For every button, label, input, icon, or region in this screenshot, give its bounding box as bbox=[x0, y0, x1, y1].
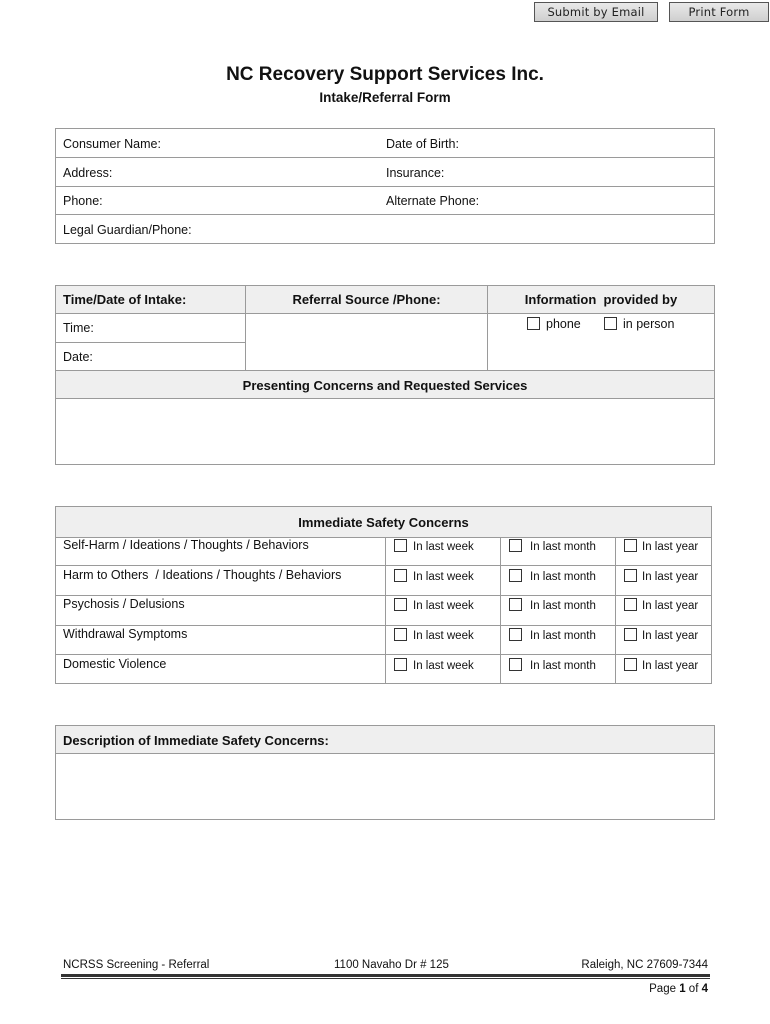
description-header: Description of Immediate Safety Concerns: bbox=[63, 733, 329, 748]
guardian-label: Legal Guardian/Phone: bbox=[63, 223, 192, 237]
row1-last-year-checkbox[interactable] bbox=[624, 539, 637, 552]
row3-last-month-checkbox[interactable] bbox=[509, 598, 522, 611]
dob-label: Date of Birth: bbox=[386, 137, 459, 151]
description-field[interactable] bbox=[58, 756, 712, 817]
footer-city-text: Raleigh, NC 27609-7344 bbox=[581, 959, 708, 971]
option-label: In last week bbox=[413, 571, 474, 583]
option-label: In last week bbox=[413, 660, 474, 672]
option-label: In last week bbox=[413, 630, 474, 642]
time-field[interactable] bbox=[100, 316, 242, 340]
dob-field[interactable] bbox=[470, 131, 710, 155]
row5-last-year-checkbox[interactable] bbox=[624, 658, 637, 671]
guardian-field[interactable] bbox=[200, 217, 710, 241]
option-label: In last year bbox=[642, 600, 699, 612]
row4-last-week-checkbox[interactable] bbox=[394, 628, 407, 641]
safety-row-label: Withdrawal Symptoms bbox=[63, 627, 188, 641]
presenting-concerns-header: Presenting Concerns and Requested Services bbox=[242, 378, 528, 393]
time-date-intake-header: Time/Date of Intake: bbox=[63, 292, 187, 307]
safety-concerns-header: Immediate Safety Concerns bbox=[298, 515, 469, 530]
option-label: In last month bbox=[530, 541, 596, 553]
print-form-button[interactable]: Print Form bbox=[669, 2, 769, 22]
in-person-option-label: in person bbox=[623, 317, 675, 331]
org-title: NC Recovery Support Services Inc. bbox=[226, 64, 544, 85]
presenting-concerns-field[interactable] bbox=[58, 401, 712, 462]
consumer-name-label: Consumer Name: bbox=[63, 137, 161, 151]
address-label: Address: bbox=[63, 166, 113, 180]
row2-last-week-checkbox[interactable] bbox=[394, 569, 407, 582]
page-indicator: Page 1 of 4 bbox=[649, 983, 708, 995]
option-label: In last year bbox=[642, 630, 699, 642]
option-label: In last year bbox=[642, 571, 699, 583]
option-label: In last week bbox=[413, 541, 474, 553]
phone-checkbox[interactable] bbox=[527, 317, 540, 330]
row3-last-week-checkbox[interactable] bbox=[394, 598, 407, 611]
insurance-label: Insurance: bbox=[386, 166, 445, 180]
date-label: Date: bbox=[63, 350, 93, 364]
row4-last-month-checkbox[interactable] bbox=[509, 628, 522, 641]
phone-label: Phone: bbox=[63, 194, 103, 208]
form-title: Intake/Referral Form bbox=[319, 90, 451, 105]
safety-row-label: Self-Harm / Ideations / Thoughts / Behaviors bbox=[63, 538, 309, 552]
insurance-field[interactable] bbox=[452, 160, 710, 184]
row4-last-year-checkbox[interactable] bbox=[624, 628, 637, 641]
submit-by-email-button[interactable]: Submit by Email bbox=[534, 2, 658, 22]
referral-source-header: Referral Source /Phone: bbox=[292, 292, 441, 307]
alt-phone-field[interactable] bbox=[488, 188, 710, 212]
row5-last-week-checkbox[interactable] bbox=[394, 658, 407, 671]
safety-row-label: Psychosis / Delusions bbox=[63, 597, 185, 611]
option-label: In last week bbox=[413, 600, 474, 612]
option-label: In last month bbox=[530, 630, 596, 642]
option-label: In last year bbox=[642, 541, 699, 553]
in-person-checkbox[interactable] bbox=[604, 317, 617, 330]
option-label: In last month bbox=[530, 571, 596, 583]
safety-row-label: Domestic Violence bbox=[63, 657, 167, 671]
referral-source-field[interactable] bbox=[248, 316, 484, 368]
date-field[interactable] bbox=[100, 345, 242, 369]
row5-last-month-checkbox[interactable] bbox=[509, 658, 522, 671]
row2-last-year-checkbox[interactable] bbox=[624, 569, 637, 582]
row1-last-week-checkbox[interactable] bbox=[394, 539, 407, 552]
option-label: In last year bbox=[642, 660, 699, 672]
info-provided-header: Information provided by bbox=[524, 292, 678, 307]
address-field[interactable] bbox=[120, 160, 375, 184]
option-label: In last month bbox=[530, 600, 596, 612]
phone-option-label: phone bbox=[546, 317, 581, 331]
footer-left-text: NCRSS Screening - Referral bbox=[63, 959, 210, 971]
row1-last-month-checkbox[interactable] bbox=[509, 539, 522, 552]
time-label: Time: bbox=[63, 321, 94, 335]
consumer-name-field[interactable] bbox=[170, 131, 375, 155]
footer-rule bbox=[61, 974, 710, 977]
alt-phone-label: Alternate Phone: bbox=[386, 194, 480, 208]
footer-address-text: 1100 Navaho Dr # 125 bbox=[334, 959, 449, 971]
row3-last-year-checkbox[interactable] bbox=[624, 598, 637, 611]
row2-last-month-checkbox[interactable] bbox=[509, 569, 522, 582]
safety-row-label: Harm to Others / Ideations / Thoughts / Behaviors bbox=[63, 568, 342, 582]
phone-field[interactable] bbox=[110, 188, 375, 212]
option-label: In last month bbox=[530, 660, 596, 672]
